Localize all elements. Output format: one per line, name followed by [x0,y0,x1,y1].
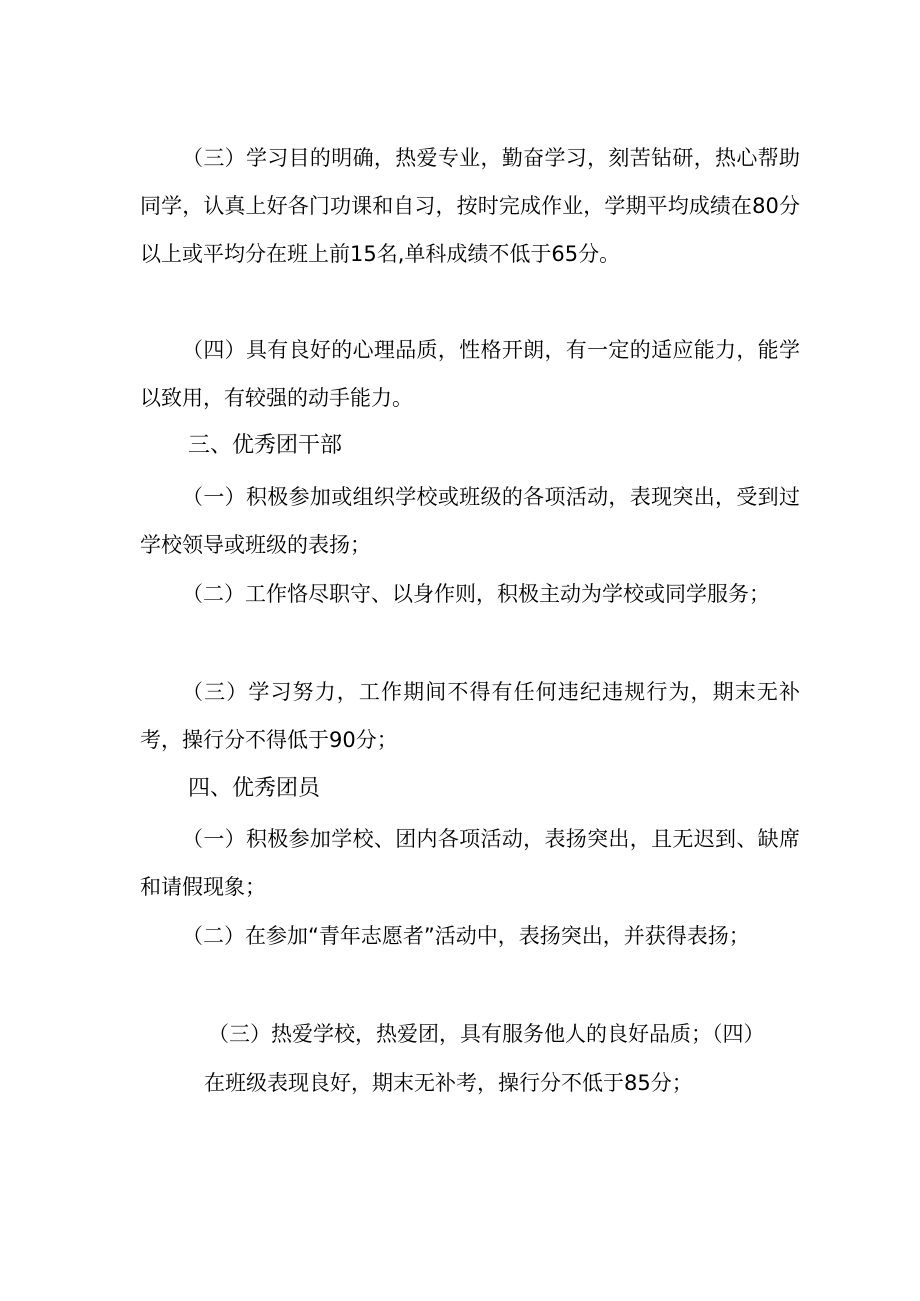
paragraph-item-4: （四）具有良好的心理品质，性格开朗，有一定的适应能力，能学以致用，有较强的动手能力。 [140,338,800,410]
member-item-4-line: 在班级表现良好，期末无补考，操行分不低于85分； [204,1071,693,1095]
section-heading-outstanding-members: 四、优秀团员 [188,776,321,801]
cadre-item-1: （一）积极参加或组织学校或班级的各项活动，表现突出，受到过学校领导或班级的表扬； [140,485,800,557]
member-item-3-line: （三）热爱学校，热爱团，具有服务他人的良好品质；（四） [208,1022,765,1046]
cadre-item-2: （二）工作恪尽职守、以身作则，积极主动为学校或同学服务； [182,582,770,606]
paragraph-item-3: （三）学习目的明确，热爱专业，勤奋学习，刻苦钻研，热心帮助同学，认真上好各门功课和自习，按时完成作业，学期平均成绩在80分以上或平均分在班上前15名,单科成绩不低于65分。 [140,146,800,266]
cadre-item-3: （三）学习努力，工作期间不得有任何违纪违规行为，期末无补考，操行分不得低于90分； [140,680,800,752]
member-item-1: （一）积极参加学校、团内各项活动，表扬突出，且无迟到、缺席和请假现象； [140,827,800,899]
section-heading-outstanding-cadres: 三、优秀团干部 [188,433,343,458]
member-item-2: （二）在参加“青年志愿者”活动中，表扬突出，并获得表扬； [182,924,750,948]
